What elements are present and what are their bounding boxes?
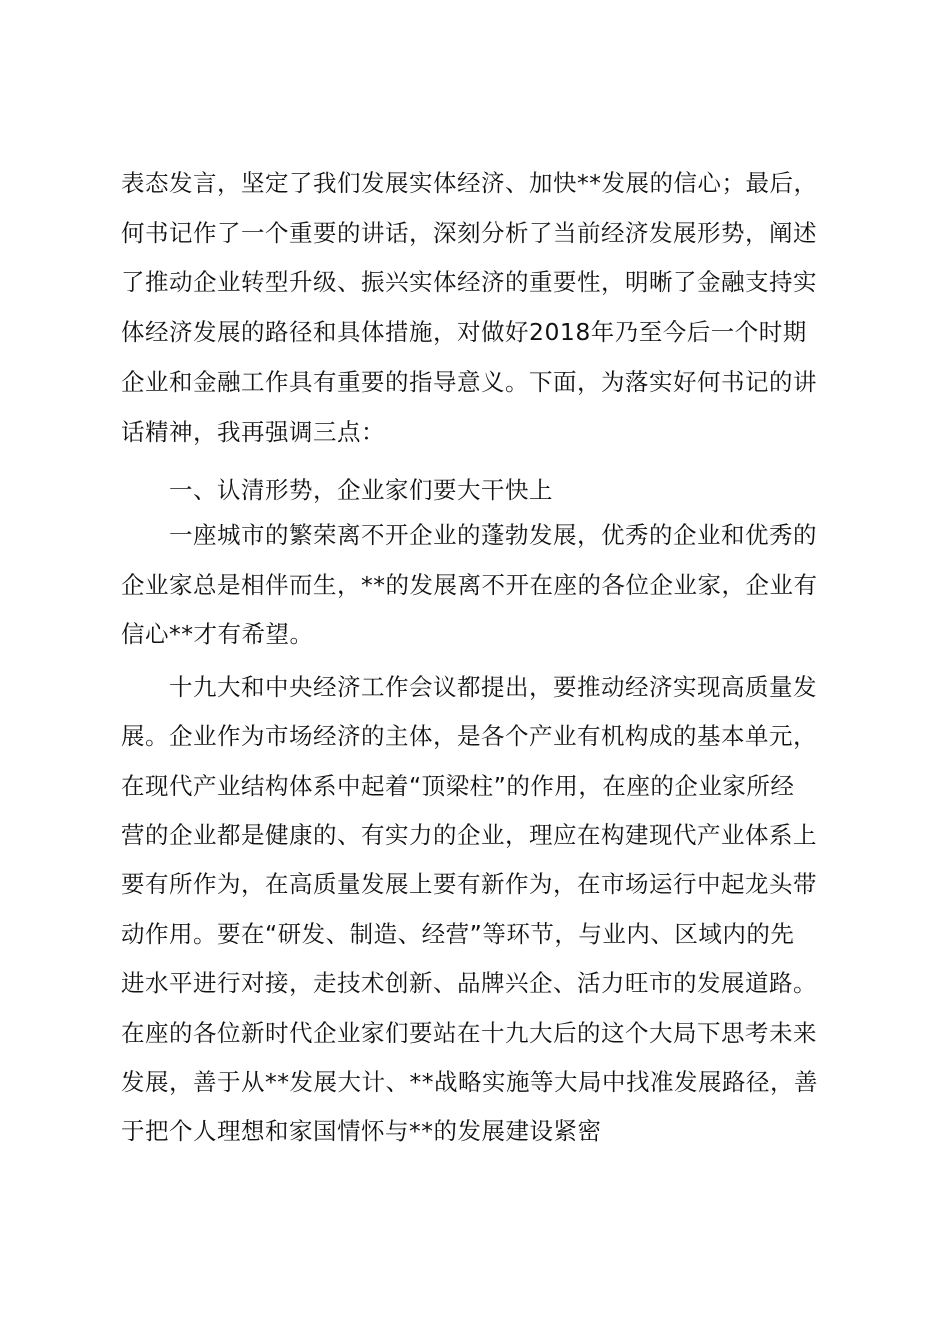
text-line: 进水平进行对接，走技术创新、品牌兴企、活力旺市的发展道路。	[121, 969, 817, 997]
section-heading: 一、认清形势，企业家们要大干快上	[169, 476, 553, 504]
text-line: 信心**才有希望。	[121, 620, 314, 648]
text-line: 展。企业作为市场经济的主体，是各个产业有机构成的基本单元，	[121, 722, 817, 750]
text-line: 于把个人理想和家国情怀与**的发展建设紧密	[121, 1117, 602, 1145]
text-line: 要有所作为，在高质量发展上要有新作为，在市场运行中起龙头带	[121, 870, 817, 898]
text-line: 一座城市的繁荣离不开企业的蓬勃发展，优秀的企业和优秀的	[169, 521, 817, 549]
text-line: 发展，善于从**发展大计、**战略实施等大局中找准发展路径，善	[121, 1068, 818, 1096]
text-line: 体经济发展的路径和具体措施，对做好2018年乃至今后一个时期	[121, 318, 807, 346]
text-line: 企业和金融工作具有重要的指导意义。下面，为落实好何书记的讲	[121, 368, 817, 396]
text-line: 在现代产业结构体系中起着“顶梁柱”的作用，在座的企业家所经	[121, 772, 795, 800]
text-line: 营的企业都是健康的、有实力的企业，理应在构建现代产业体系上	[121, 821, 817, 849]
text-line: 企业家总是相伴而生，**的发展离不开在座的各位企业家，企业有	[121, 571, 818, 599]
text-line: 何书记作了一个重要的讲话，深刻分析了当前经济发展形势，阐述	[121, 219, 817, 247]
text-line: 动作用。要在“研发、制造、经营”等环节，与业内、区域内的先	[121, 920, 795, 948]
text-line: 表态发言，坚定了我们发展实体经济、加快**发展的信心；最后，	[121, 169, 818, 197]
text-line: 十九大和中央经济工作会议都提出，要推动经济实现高质量发	[169, 673, 817, 701]
text-line: 了推动企业转型升级、振兴实体经济的重要性，明晰了金融支持实	[121, 268, 817, 296]
text-line: 在座的各位新时代企业家们要站在十九大后的这个大局下思考未来	[121, 1019, 817, 1047]
text-line: 话精神，我再强调三点：	[121, 418, 385, 446]
